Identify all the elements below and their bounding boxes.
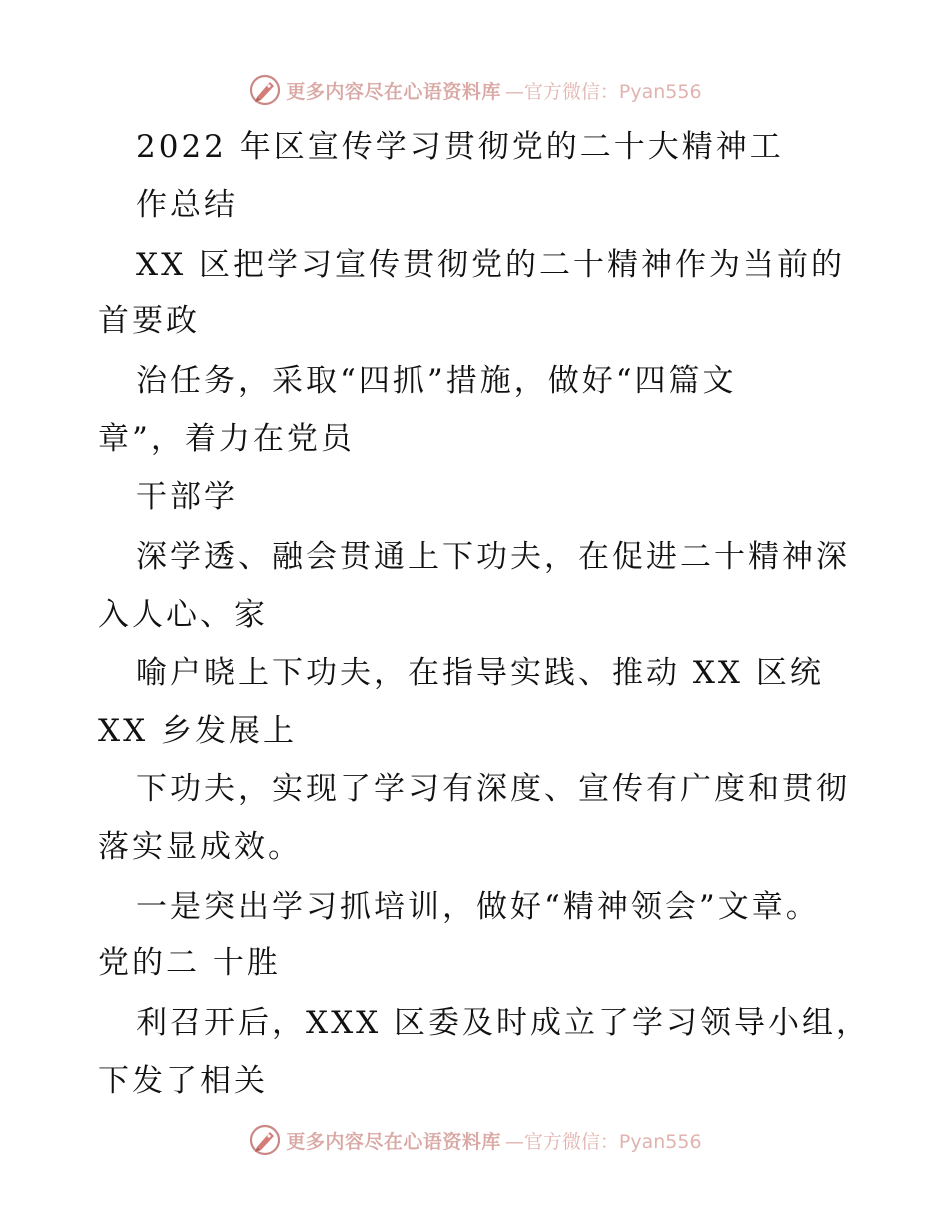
doc-line: 下发了相关 (98, 1063, 268, 1099)
doc-line: 章”，着力在党员 (98, 421, 355, 457)
doc-line: XX 乡发展上 (98, 713, 297, 749)
pen-nib-icon (248, 1123, 282, 1157)
doc-line: 干部学 (136, 479, 238, 515)
doc-line: 首要政 (98, 303, 200, 339)
doc-line: 一是突出学习抓培训，做好“精神领会”文章。 (136, 889, 820, 925)
doc-line: 喻户晓上下功夫，在指导实践、推动 XX 区统 (136, 655, 824, 691)
doc-line: XX 区把学习宣传贯彻党的二十精神作为当前的 (136, 247, 845, 283)
watermark-sub-text: —官方微信：Pyan556 (504, 80, 702, 103)
doc-line: 落实显成效。 (98, 829, 302, 865)
doc-title-line-1: 2022 年区宣传学习贯彻党的二十大精神工 (136, 129, 784, 165)
doc-title-line-2: 作总结 (136, 187, 238, 223)
watermark-main-text: 更多内容尽在心语资料库 (286, 80, 501, 103)
doc-line: 深学透、融会贯通上下功夫，在促进二十精神深 (136, 539, 850, 575)
doc-line: 入人心、家 (98, 597, 268, 633)
doc-line: 下功夫，实现了学习有深度、宣传有广度和贯彻 (136, 771, 850, 807)
doc-line: 利召开后，XXX 区委及时成立了学习领导小组， (136, 1005, 871, 1041)
pen-nib-icon (248, 73, 282, 107)
watermark-banner-bottom (0, 1118, 950, 1162)
doc-line: 党的二 十胜 (98, 945, 281, 981)
watermark-banner-top (0, 68, 950, 112)
watermark-main-text: 更多内容尽在心语资料库 (286, 1130, 501, 1153)
doc-line: 治任务，采取“四抓”措施，做好“四篇文 (136, 363, 737, 399)
watermark-sub-text: —官方微信：Pyan556 (504, 1130, 702, 1153)
